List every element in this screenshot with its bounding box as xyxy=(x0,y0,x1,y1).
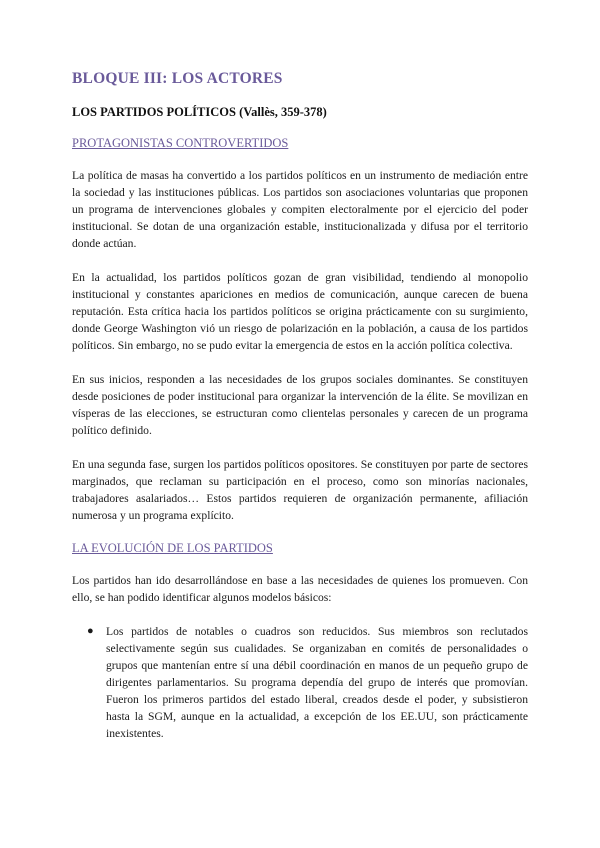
document-page xyxy=(72,70,528,742)
paragraph: En una segunda fase, surgen los partidos políticos opositores. Se constituyen por parte de sectores marginados, que reclaman su participación en el proceso, como son minorías nacionales, trabajadores asalariados… Estos partidos requieren de organización permanente, afiliación numerosa y un programa explícito. xyxy=(72,458,528,522)
paragraph: La política de masas ha convertido a los partidos políticos en un instrumento de mediación entre la sociedad y las instituciones públicas. Los partidos son asociaciones voluntarias que proponen un programa de intervenciones globales y compiten electoralmente por el ejercicio del poder institucional. Se dotan de una organización estable, institucionalizada y difusa por el territorio donde actúan. xyxy=(72,169,528,250)
section-heading-protagonistas: PROTAGONISTAS CONTROVERTIDOS xyxy=(72,136,289,150)
chapter-title: LOS PARTIDOS POLÍTICOS (Vallès, 359-378) xyxy=(72,105,327,119)
bullet-list xyxy=(72,623,528,742)
paragraph: En sus inicios, responden a las necesidades de los grupos sociales dominantes. Se constituyen desde posiciones de poder institucional para organizar la intervención de la élite. Se movilizan en vísperas de las elecciones, se estructuran como clientelas personales y carecen de un programa político definido. xyxy=(72,373,528,437)
bullet-icon: ● xyxy=(87,625,94,637)
paragraph: Los partidos han ido desarrollándose en base a las necesidades de quienes los promueven. Con ello, se han podido identificar algunos modelos básicos: xyxy=(72,574,528,604)
paragraph: En la actualidad, los partidos políticos gozan de gran visibilidad, tendiendo al monopolio institucional y constantes apariciones en medios de comunicación, aunque carecen de buena reputación. Esta crítica hacia los partidos políticos se origina prácticamente con su surgimiento, donde George Washington vió un riesgo de polarización en la población, a causa de los partidos políticos. Sin embargo, no se pudo evitar la emergencia de estos en la acción política colectiva. xyxy=(72,271,528,352)
block-title: BLOQUE III: LOS ACTORES xyxy=(72,70,283,87)
list-item-text: Los partidos de notables o cuadros son reducidos. Sus miembros son reclutados selectivamente según sus cualidades. Se organizaban en comités de personalidades o grupos que mantenían entre sí una débil coordinación en manos de un pequeño grupo de dirigentes parlamentarios. Su programa dependía del grupo de interés que promovían. Fueron los primeros partidos del estado liberal, creados desde el poder, y subsistieron hasta la SGM, aunque en la actualidad, a excepción de los EE.UU, son prácticamente inexistentes. xyxy=(106,625,528,740)
section-heading-evolucion: LA EVOLUCIÓN DE LOS PARTIDOS xyxy=(72,541,273,555)
list-item xyxy=(72,623,528,742)
